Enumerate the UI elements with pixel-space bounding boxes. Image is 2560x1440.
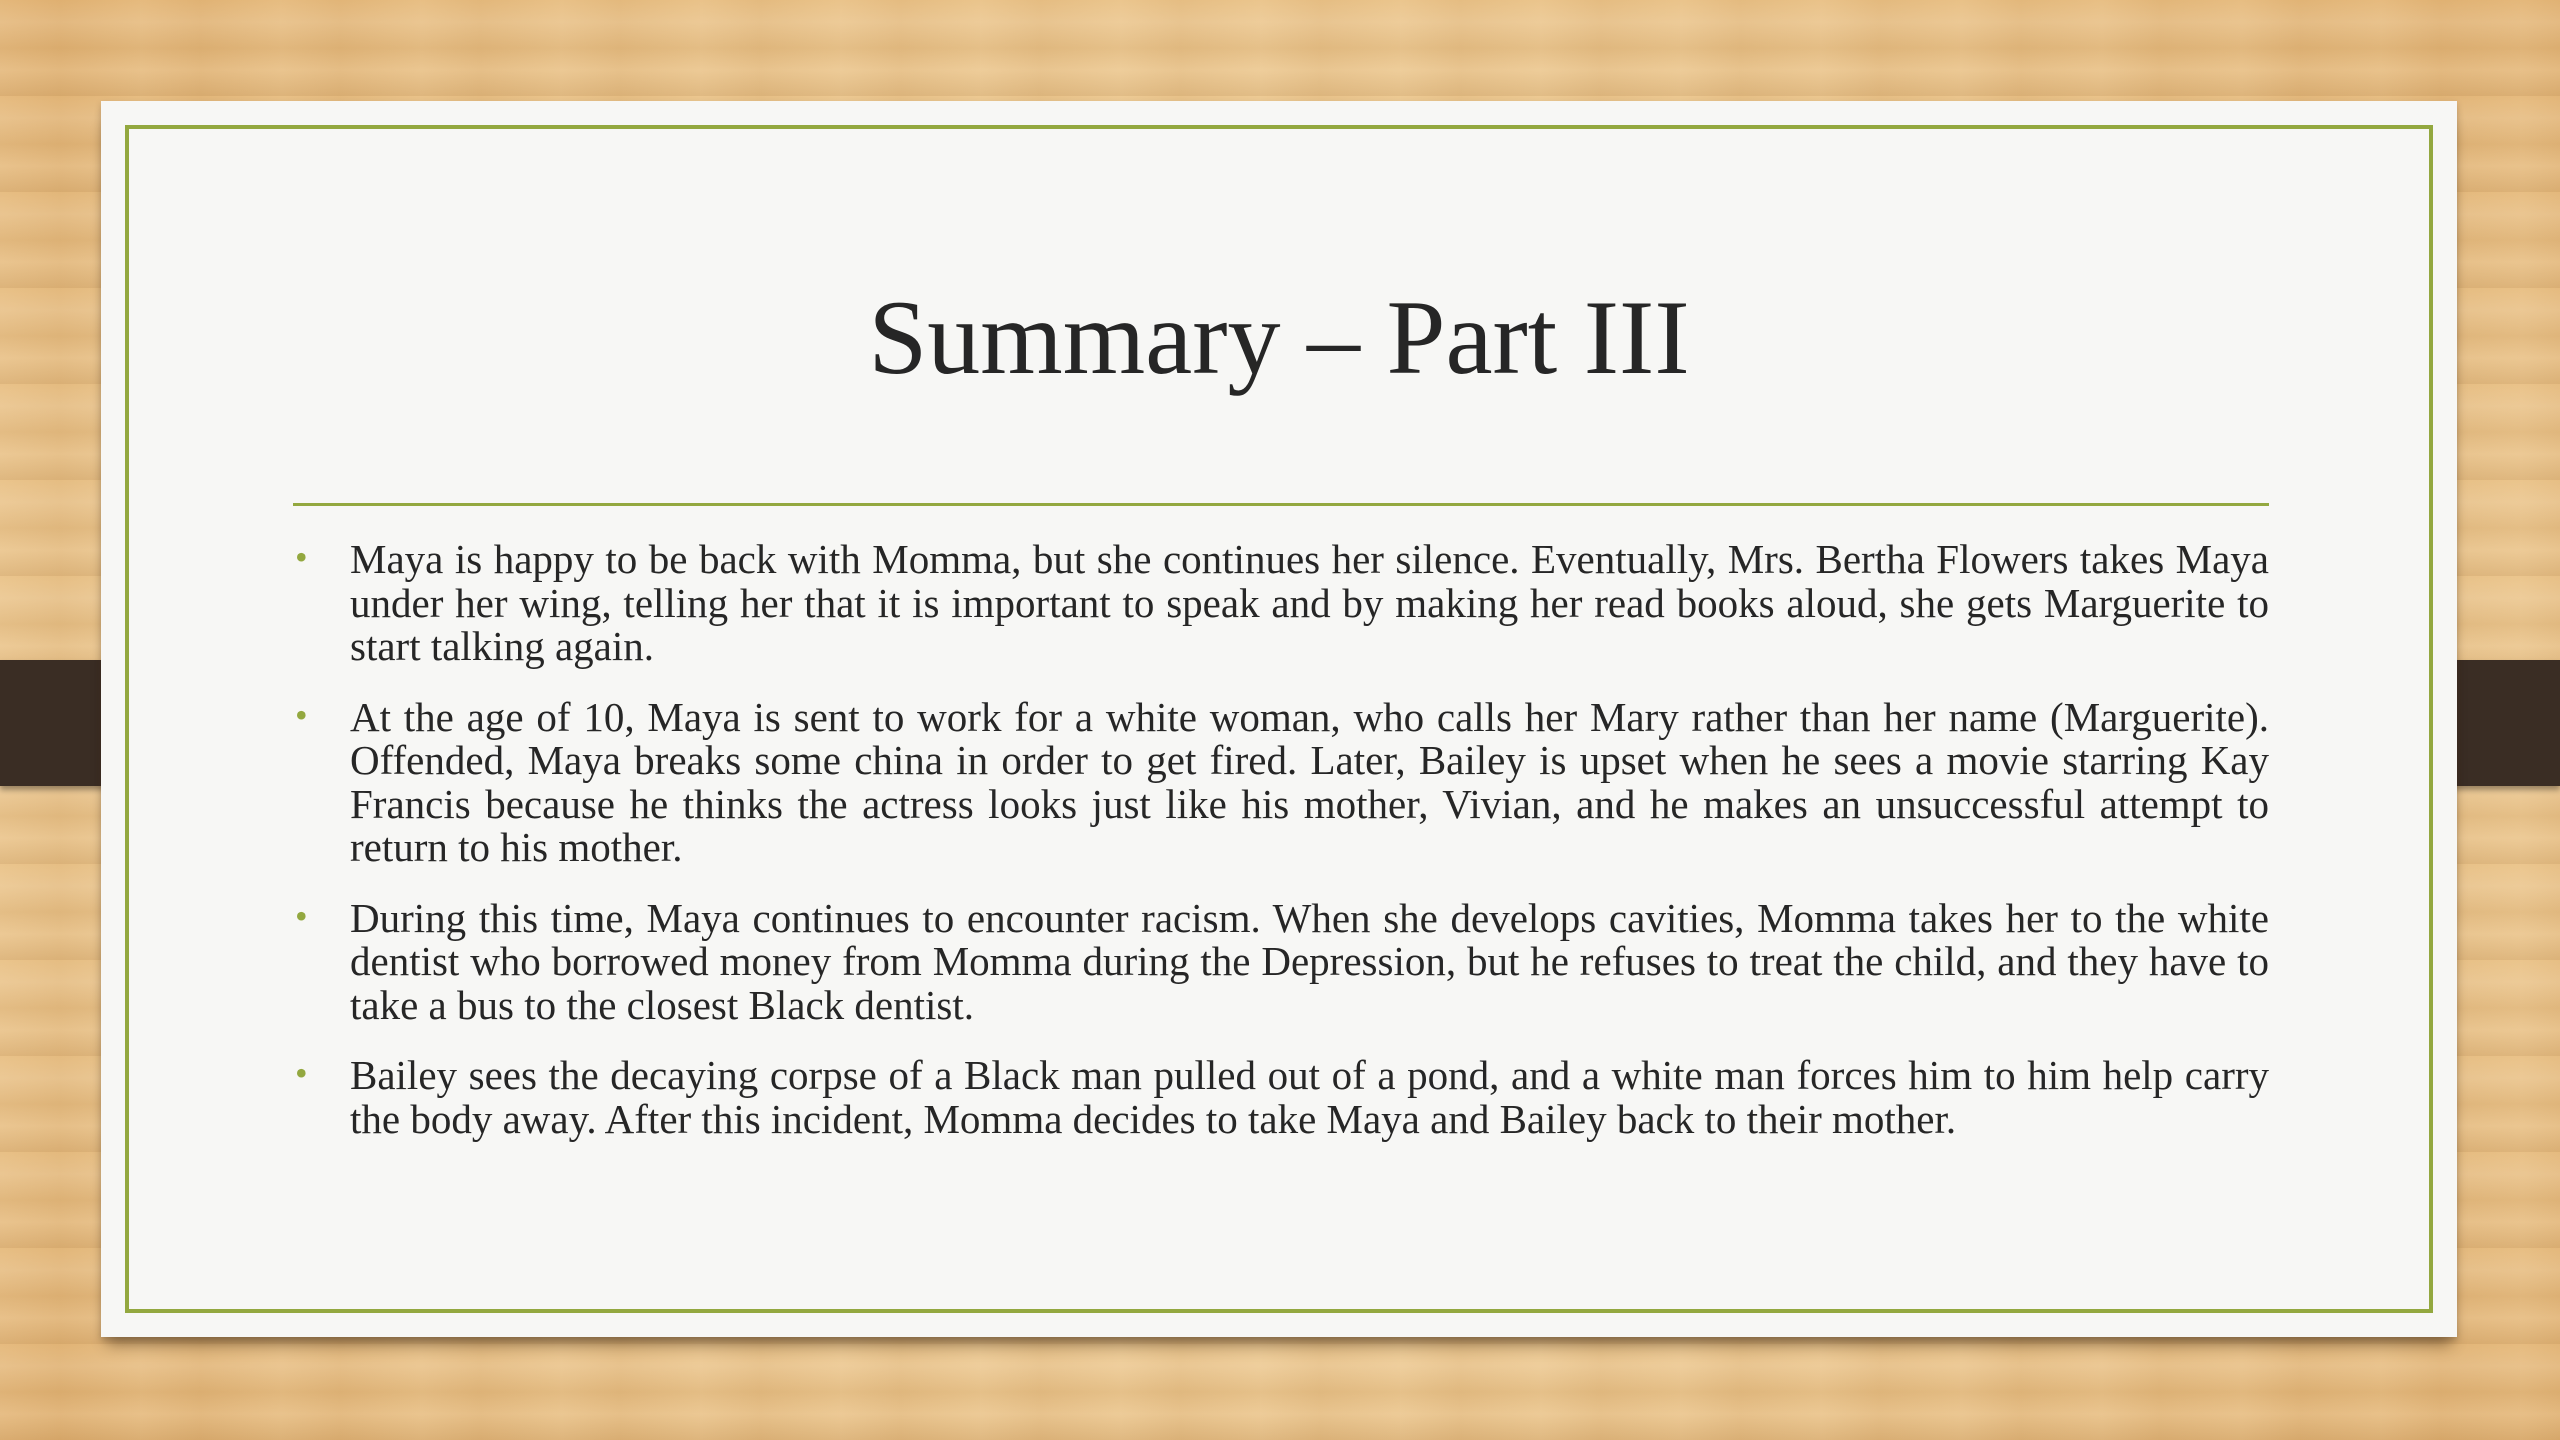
slide	[101, 101, 2457, 1337]
bullet-item	[293, 538, 2269, 669]
bullet-text: During this time, Maya continues to encounter racism. When she develops cavities, Momma takes her to the white dentist who borrowed money from Momma during the Depression, but he refuses to treat the child, and they have to take a bus to the closest Black dentist.	[350, 894, 2269, 1028]
bullet-dot-icon: •	[295, 694, 308, 735]
bullet-item	[293, 1054, 2269, 1141]
slide-title: Summary – Part III	[868, 279, 1690, 396]
bullet-item	[293, 894, 2269, 1028]
title-divider	[293, 503, 2269, 506]
bullet-text: Maya is happy to be back with Momma, but she continues her silence. Eventually, Mrs. Bertha Flowers takes Maya under her wing, telling her that it is important to speak and by making her read books aloud, she gets Marguerite to start talking again.	[350, 536, 2269, 669]
bullet-list	[293, 538, 2269, 1168]
bullet-text: Bailey sees the decaying corpse of a Black man pulled out of a pond, and a white man forces him to him help carry the body away. After this incident, Momma decides to take Maya and Bailey back to their mother.	[350, 1052, 2269, 1142]
bullet-text: At the age of 10, Maya is sent to work for a white woman, who calls her Mary rather than her name (Marguerite). Offended, Maya breaks some china in order to get fired. Later, Bailey is upset when he sees a movie starring Kay Francis because he thinks the actress looks just like his mother, Vivian, and he makes an unsuccessful attempt to return to his mother.	[350, 693, 2269, 870]
bullet-dot-icon: •	[295, 895, 308, 936]
bullet-dot-icon: •	[295, 537, 308, 577]
bullet-dot-icon: •	[295, 1053, 308, 1093]
bullet-item	[293, 693, 2269, 870]
